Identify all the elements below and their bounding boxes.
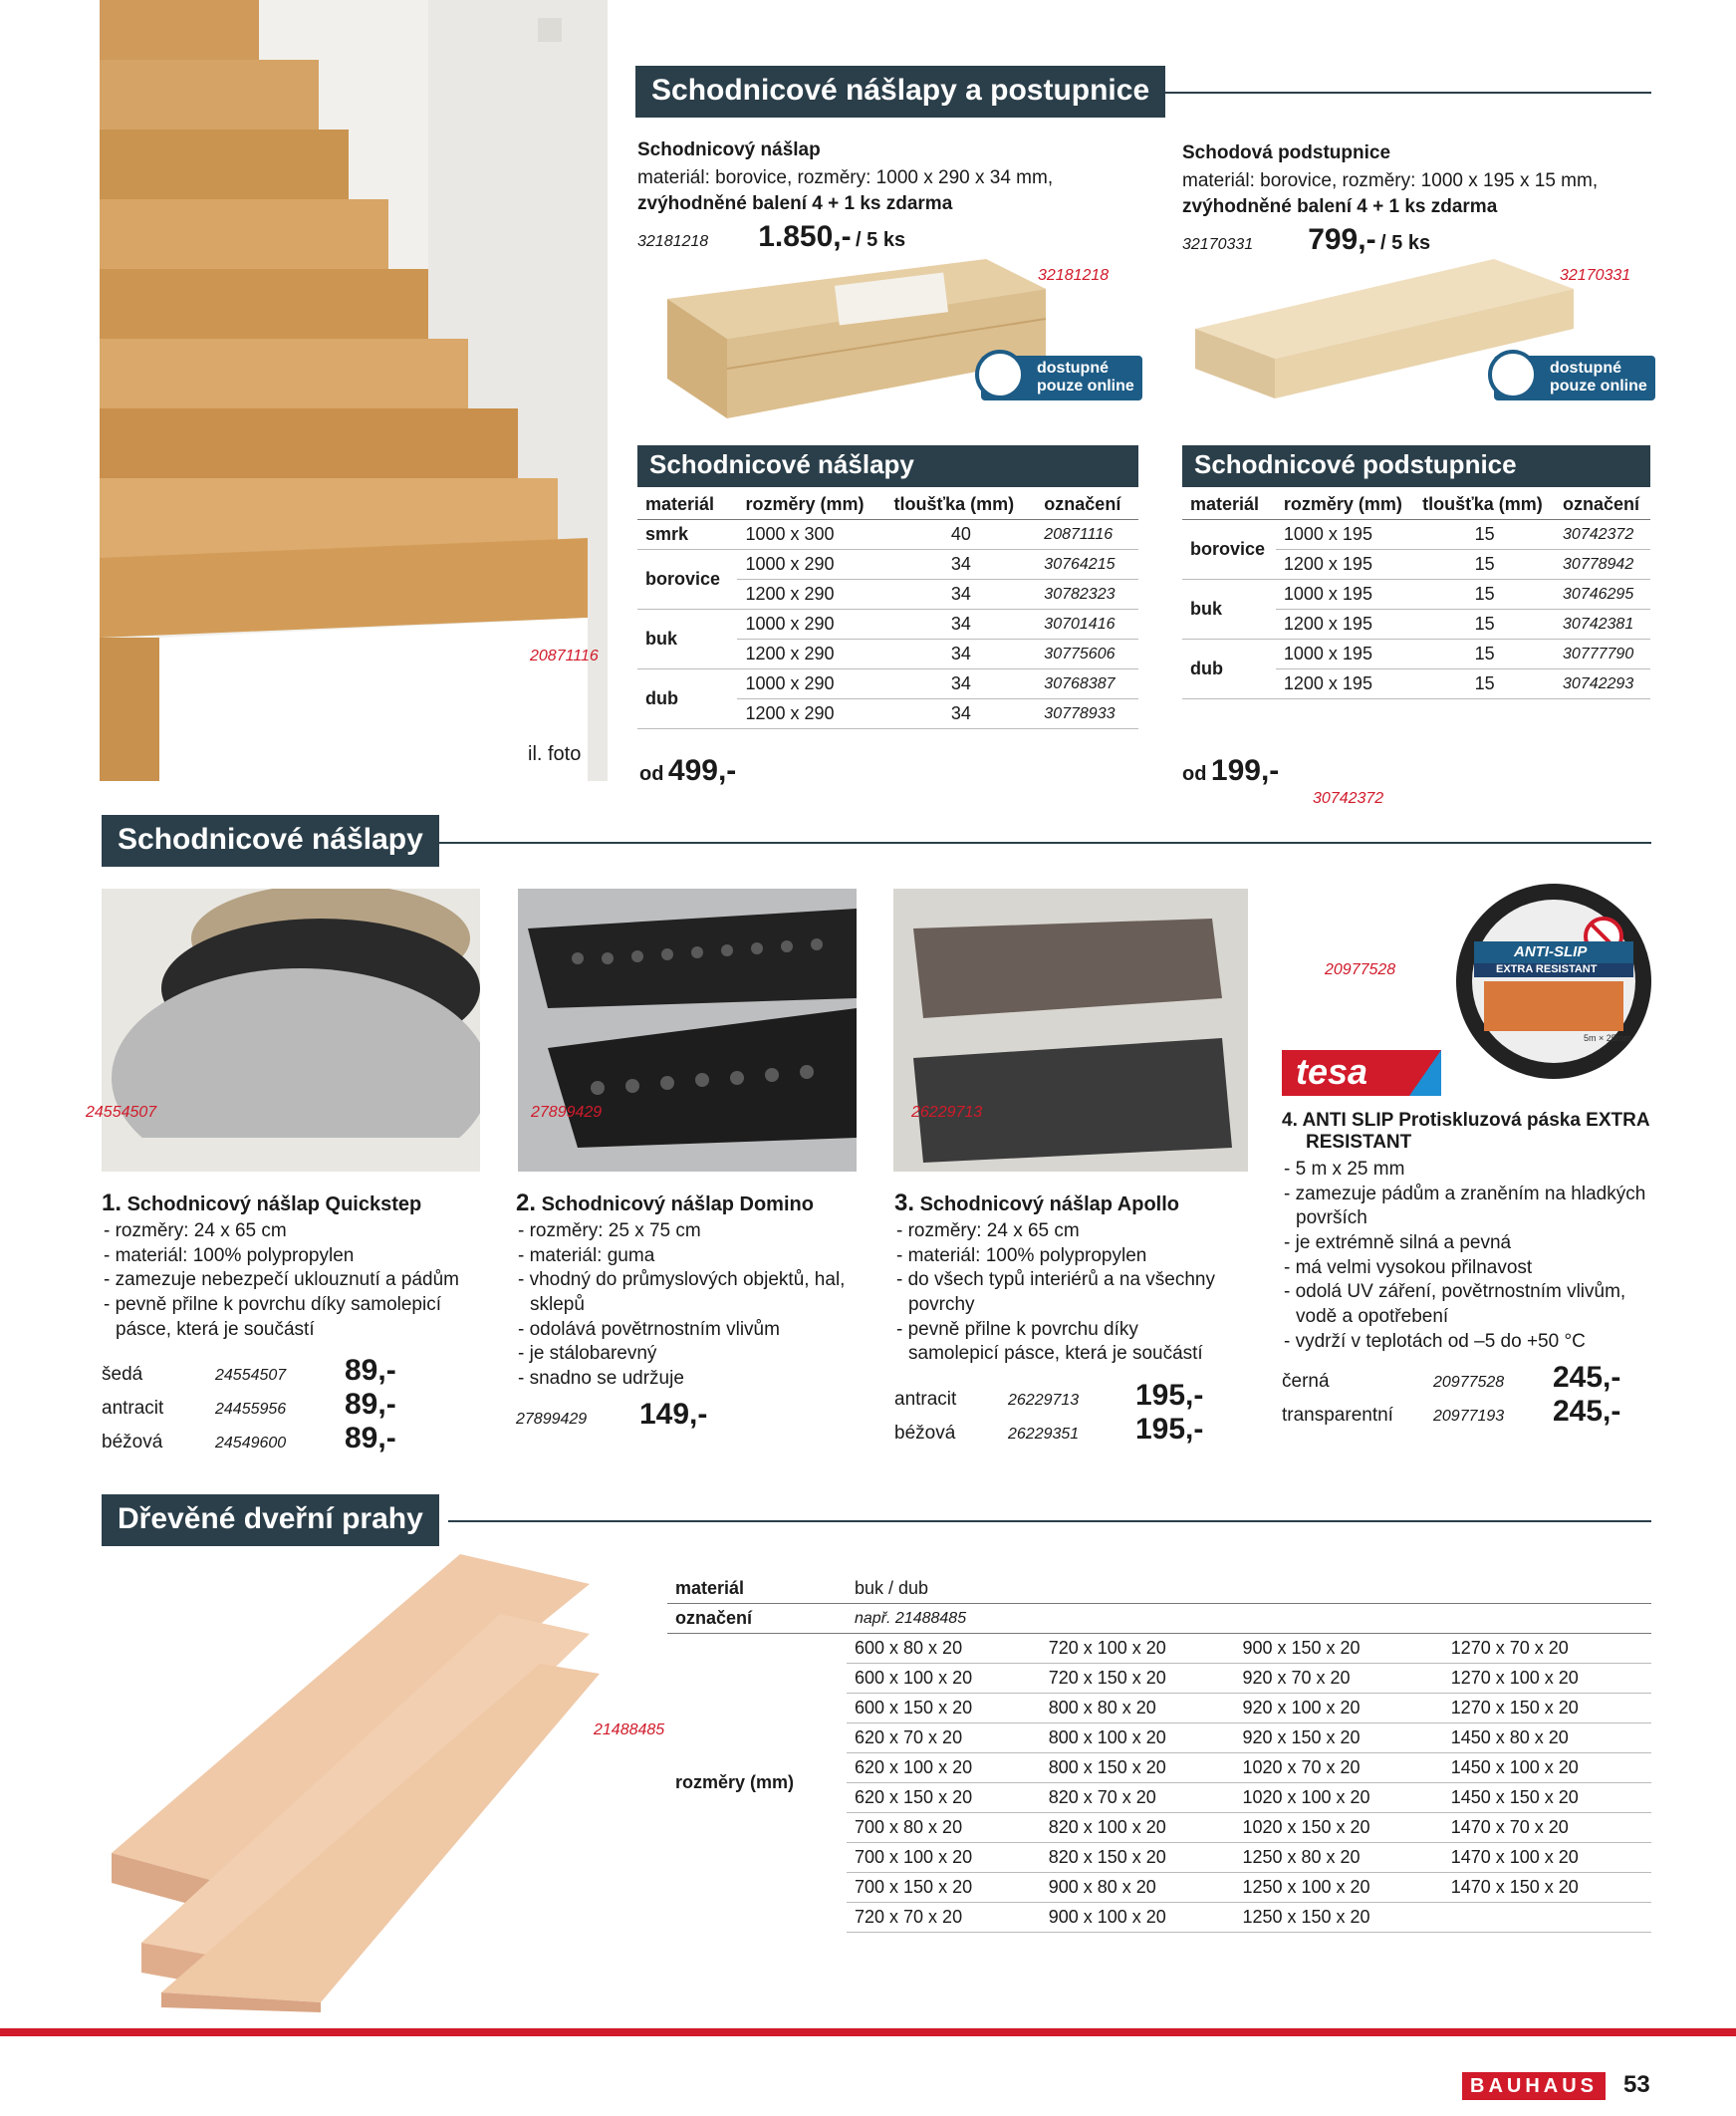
- product-mat-quickstep: 1. Schodnicový nášlap Quickstep - rozměry: 24 x 65 cm - materiál: 100% polypropylen - zamezuje nebezpečí uklouznutí a pádům - pevně přilne k povrchu díky samolepicí pásce, která je součástí šedá 24554507 89,- antracit 24455956 89,- béžová 24549600 89,-: [102, 1190, 480, 1455]
- variant-row: antracit 24455956 89,-: [102, 1388, 396, 1422]
- table-row: 620 x 150 x 20 820 x 70 x 20 1020 x 100 x 20 1450 x 150 x 20: [667, 1783, 1651, 1813]
- table-row: 600 x 100 x 20 720 x 150 x 20 920 x 70 x 20 1270 x 100 x 20: [667, 1664, 1651, 1694]
- risers-table: [1182, 490, 1650, 699]
- treads-price: od 499,-: [639, 754, 737, 787]
- variant-row: béžová 26229351 195,-: [894, 1413, 1204, 1447]
- tape-image-code: 20977528: [1325, 961, 1396, 978]
- table-row: buk 1000 x 195 15 30746295: [1182, 580, 1650, 610]
- online-only-badge: dostupné pouze online: [1494, 356, 1655, 400]
- table-row: materiál buk / dub: [667, 1574, 1651, 1604]
- tape-size: 5m × 25mm: [1584, 1033, 1631, 1043]
- table-row: buk 1000 x 290 34 30701416: [637, 610, 1138, 640]
- treads-table: [637, 490, 1138, 729]
- product-code: 32181218: [637, 233, 709, 251]
- variant-row: antracit 26229713 195,-: [894, 1379, 1204, 1413]
- col-thickness: tloušťka (mm): [886, 490, 1037, 520]
- table-row: 700 x 100 x 20 820 x 150 x 20 1250 x 80 x 20 1470 x 100 x 20: [667, 1843, 1651, 1873]
- product-title: Schodová podstupnice: [1182, 142, 1391, 163]
- product-image-code: 32181218: [1038, 267, 1110, 284]
- mat-image-code: 24554507: [86, 1104, 157, 1121]
- col-material: materiál: [1182, 490, 1276, 520]
- footer-rule: [0, 2028, 1736, 2036]
- risers-price: od 199,-: [1182, 754, 1280, 787]
- table-row: dub 1000 x 195 15 30777790: [1182, 640, 1650, 669]
- mat-domino-image: [518, 889, 857, 1172]
- product-code: 32170331: [1182, 236, 1254, 254]
- product-tread-pack: [637, 139, 1155, 254]
- table-row: borovice 1000 x 195 15 30742372: [1182, 520, 1650, 550]
- page-number: 53: [1623, 2071, 1650, 2098]
- product-offer: zvýhodněné balení 4 + 1 ks zdarma: [637, 192, 953, 214]
- section-rule: [448, 1520, 1651, 1522]
- product-unit: / 5 ks: [1380, 232, 1431, 255]
- treads-table-title: Schodnicové nášlapy: [637, 445, 1138, 487]
- stairs-image-code: 20871116: [530, 648, 599, 664]
- table-row: 1200 x 290 34 30778933: [637, 699, 1138, 729]
- thresholds-table: [667, 1574, 1651, 1933]
- col-code: označení: [1036, 490, 1138, 520]
- photo-note: il. foto: [528, 743, 582, 765]
- thresholds-image: [102, 1554, 600, 2012]
- variant-row: šedá 24554507 89,-: [102, 1354, 396, 1388]
- variant-row: černá 20977528 245,-: [1282, 1360, 1621, 1394]
- table-row: borovice 1000 x 290 34 30764215: [637, 550, 1138, 580]
- product-unit: / 5 ks: [856, 229, 906, 252]
- thresholds-image-code: 21488485: [594, 1721, 665, 1738]
- tesa-logo: [1282, 1050, 1441, 1096]
- table-row: 600 x 150 x 20 800 x 80 x 20 920 x 100 x 20 1270 x 150 x 20: [667, 1694, 1651, 1723]
- product-offer: zvýhodněné balení 4 + 1 ks zdarma: [1182, 195, 1498, 217]
- tape-roll-image: [1454, 882, 1653, 1081]
- section-title-mats: Schodnicové nášlapy: [102, 815, 439, 867]
- product-mat-domino: 2. Schodnicový nášlap Domino - rozměry: 25 x 75 cm - materiál: guma - vhodný do průmyslových objektů, hal, sklepů - odolává povětrnostním vlivům - je stálobarevný - snadno se udržuje 27899429 149,-: [516, 1190, 865, 1432]
- tape-label: ANTI-SLIP: [1514, 943, 1588, 960]
- table-row: 700 x 150 x 20 900 x 80 x 20 1250 x 100 x 20 1470 x 150 x 20: [667, 1873, 1651, 1903]
- bauhaus-logo: BAUHAUS: [1462, 2072, 1606, 2100]
- risers-table-title: Schodnicové podstupnice: [1182, 445, 1650, 487]
- table-row: 620 x 70 x 20 800 x 100 x 20 920 x 150 x 20 1450 x 80 x 20: [667, 1723, 1651, 1753]
- product-riser-pack: [1182, 142, 1680, 257]
- table-row: 620 x 100 x 20 800 x 150 x 20 1020 x 70 x 20 1450 x 100 x 20: [667, 1753, 1651, 1783]
- tread-pack-image: [657, 249, 1046, 428]
- section-title-thresholds: Dřevěné dveřní prahy: [102, 1494, 439, 1546]
- col-dims: rozměry (mm): [737, 490, 885, 520]
- table-row: 720 x 70 x 20 900 x 100 x 20 1250 x 150 x 20: [667, 1903, 1651, 1933]
- col-code: označení: [1555, 490, 1650, 520]
- mat-apollo-image: [893, 889, 1248, 1172]
- product-desc: materiál: borovice, rozměry: 1000 x 290 x 34 mm,: [637, 167, 1054, 188]
- cart-icon: [975, 350, 1025, 399]
- section-rule: [1151, 92, 1651, 94]
- table-row: 1200 x 195 15 30742381: [1182, 610, 1650, 640]
- col-dims: rozměry (mm): [1276, 490, 1414, 520]
- col-material: materiál: [637, 490, 737, 520]
- table-row: smrk 1000 x 300 40 20871116: [637, 520, 1138, 550]
- product-price: 1.850,-: [758, 220, 852, 254]
- section-title-treads-risers: Schodnicové nášlapy a postupnice: [635, 66, 1165, 118]
- mat-image-code: 27899429: [531, 1104, 603, 1121]
- mat-image-code: 26229713: [911, 1104, 983, 1121]
- tape-sub: EXTRA RESISTANT: [1496, 963, 1598, 975]
- risers-image-code: 30742372: [1313, 790, 1384, 807]
- tesa-logo-text: tesa: [1296, 1051, 1368, 1092]
- variant-row: transparentní 20977193 245,-: [1282, 1394, 1621, 1428]
- product-image-code: 32170331: [1560, 267, 1631, 284]
- table-row: 1200 x 290 34 30782323: [637, 580, 1138, 610]
- table-row: dub 1000 x 290 34 30768387: [637, 669, 1138, 699]
- product-title: Schodnicový nášlap: [637, 139, 821, 160]
- product-price: 799,-: [1308, 223, 1376, 257]
- table-row: označení např. 21488485: [667, 1604, 1651, 1634]
- product-mat-apollo: 3. Schodnicový nášlap Apollo - rozměry: 24 x 65 cm - materiál: 100% polypropylen - do všech typů interiérů a na všechny povrchy - pevně přilne k povrchu díky samolepicí pásce, která je součástí antracit 26229713 195,- béžová 26229351 195,-: [894, 1190, 1233, 1447]
- variant-row: 27899429 149,-: [516, 1397, 708, 1431]
- table-row: rozměry (mm) 600 x 80 x 20 720 x 100 x 20 900 x 150 x 20 1270 x 70 x 20: [667, 1634, 1651, 1664]
- product-desc: materiál: borovice, rozměry: 1000 x 195 x 15 mm,: [1182, 170, 1599, 191]
- variant-row: béžová 24549600 89,-: [102, 1422, 396, 1455]
- table-row: 1200 x 195 15 30778942: [1182, 550, 1650, 580]
- section-rule: [434, 842, 1651, 844]
- col-thickness: tloušťka (mm): [1414, 490, 1555, 520]
- table-row: 700 x 80 x 20 820 x 100 x 20 1020 x 150 x 20 1470 x 70 x 20: [667, 1813, 1651, 1843]
- product-antislip-tape: 4. ANTI SLIP Protiskluzová páska EXTRA RESISTANT - 5 m x 25 mm - zamezuje pádům a zraněním na hladkých površích - je extrémně silná a pevná - má velmi vysokou přilnavost - odolá UV záření, povětrnostním vlivům, vodě a opotřebení - vydrží v teplotách od –5 do +50 °C černá 20977528 245,- transparentní 20977193 245,-: [1282, 1110, 1660, 1429]
- table-row: 1200 x 195 15 30742293: [1182, 669, 1650, 699]
- table-row: 1200 x 290 34 30775606: [637, 640, 1138, 669]
- mat-quickstep-image: [102, 889, 480, 1172]
- cart-icon: [1488, 350, 1538, 399]
- online-only-badge: dostupné pouze online: [981, 356, 1142, 400]
